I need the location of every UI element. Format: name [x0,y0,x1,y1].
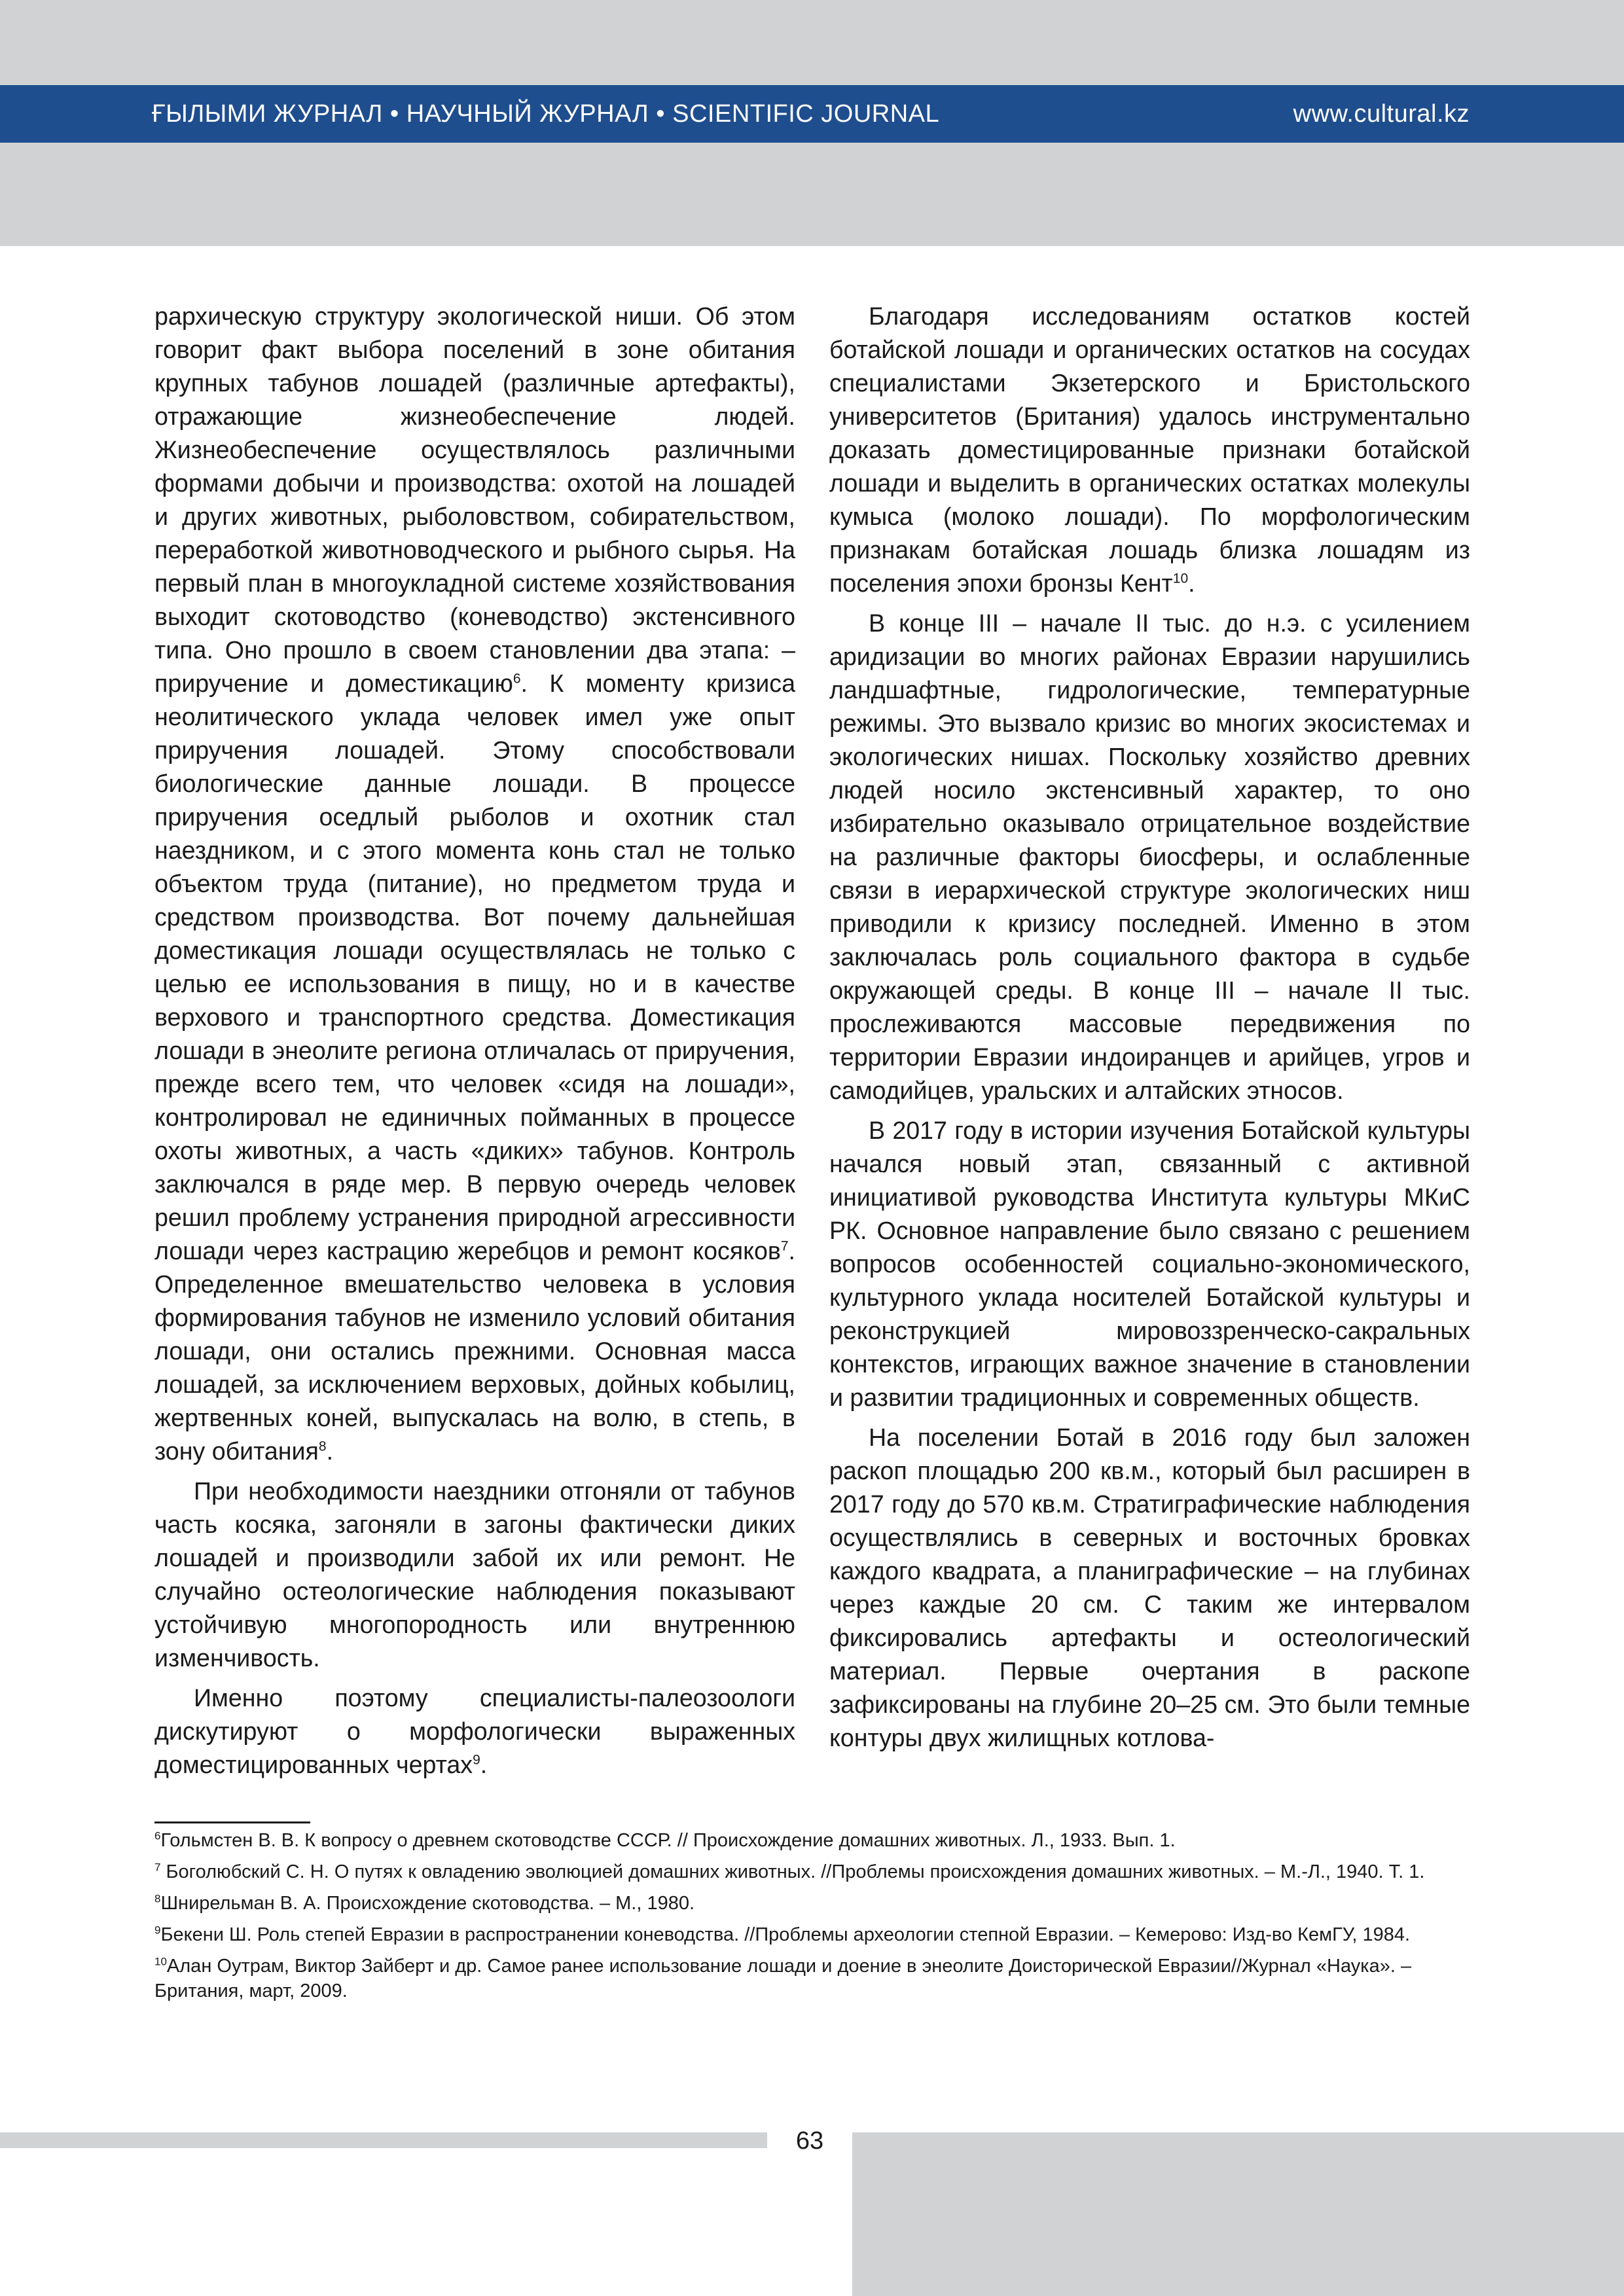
article-body [154,300,1470,1799]
right-column [829,300,1470,1799]
footnote: $^8$Шнирельман В. А. Происхождение скотоводства. – М., 1980. [154,1892,695,1914]
footnote-ref[interactable]: 6 [513,671,521,687]
paragraph: Именно поэтому специалисты-палеозоологи дискутируют о морфологически выраженных доместицированных чертах$^9$. [154,1684,795,1778]
footer-bar [0,2132,767,2148]
footnote-separator [154,1821,310,1823]
footnote: $^{10}$Алан Оутрам, Виктор Зайберт и др. Самое ранее использование лошади и доение в энеолите Доисторической Евразии//Журнал «Наука». – Британия, март, 2009. [154,1955,1412,2001]
left-column [154,300,795,1799]
footnote-ref[interactable]: 9 [473,1752,480,1768]
footnote: $^6$Гольмстен В. В. К вопросу о древнем скотоводстве СССР. // Происхождение домашних животных. Л., 1933. Вып. 1. [154,1829,1176,1851]
footnote-ref[interactable]: 10 [1172,571,1189,586]
paragraph: На поселении Ботай в 2016 году был заложен раскоп площадью 200 кв.м., который был расширен в 2017 году до 570 кв.м. Стратиграфические наблюдения осуществлялись в северных и восточных бровках каждого квадрата, а планиграфические – на глубинах через каждые 20 см. С таким же интервалом фиксировались артефакты и остеологический материал. Первые очертания в раскопе зафиксированы на глубине 20–25 см. Это были темные контуры двух жилищных котлова- [829,1424,1470,1751]
paragraph: рархическую структуру экологической ниши. Об этом говорит факт выбора поселений в зоне обитания крупных табунов лошадей (различные артефакты), отражающие жизнеобеспечение людей. Жизнеобеспечение осуществлялось различными формами добычи и производства: охотой на лошадей и других животных, рыболовством, собирательством, переработкой животноводческого и рыбного сырья. На первый план в многоукладной системе хозяйствования выходит скотоводство (коневодство) экстенсивного типа. Оно прошло в своем становлении два этапа: – приручение и доместикацию$^6$. К моменту кризиса неолитического уклада человек имел уже опыт приручения лошадей. Этому способствовали биологические данные лошади. В процессе приручения оседлый рыболов и охотник стал наездником, и с этого момента конь стал не только объектом труда (питание), но предметом труда и средством производства. Вот почему дальнейшая доместикация лошади осуществлялась не только с целью ее использования в пищу, но и в качестве верхового и транспортного средства. Доместикация лошади в энеолите региона отличалась от приручения, прежде всего тем, что человек «сидя на лошади», контролировал не единичных пойманных в процессе охоты животных, а часть «диких» табунов. Контроль заключался в ряде мер. В первую очередь человек решил проблему устранения природной агрессивности лошади через кастрацию жеребцов и ремонт косяков$^7$. Определенное вмешательство человека в условия формирования табунов не изменило условий обитания лошади, они остались прежними. Основная масса лошадей, за исключением верховых, дойных кобылиц, жертвенных коней, выпускалась на волю, в степь, в зону обитания$^8$. [154,302,795,1465]
footnote: $^9$Бекени Ш. Роль степей Евразии в распространении коневодства. //Проблемы археологии степной Евразии. – Кемерово: Изд-во КемГУ, 1984. [154,1924,1411,1945]
footnotes [154,1828,1470,2010]
paragraph: При необходимости наездники отгоняли от табунов часть косяка, загоняли в загоны фактически диких лошадей и производили забой их или ремонт. Не случайно остеологические наблюдения показывают устойчивую многопородность или внутреннюю изменчивость. [154,1477,795,1672]
journal-title: ҒЫЛЫМИ ЖУРНАЛ • НАУЧНЫЙ ЖУРНАЛ • SCIENTIFIC JOURNAL [152,99,940,128]
page-number: 63 [795,2127,824,2155]
website-link[interactable]: www.cultural.kz [1293,99,1470,128]
footnote: $^7$ Боголюбский С. Н. О путях к овладению эволюцией домашних животных. //Проблемы происхождения домашних животных. – М.-Л., 1940. Т. 1. [154,1861,1425,1882]
footnote-ref[interactable]: 8 [318,1439,327,1454]
footnote-ref[interactable]: 7 [780,1238,789,1254]
paragraph: Благодаря исследованиям остатков костей ботайской лошади и органических остатков на сосудах специалистами Экзетерского и Бристольского университетов (Британия) удалось инструментально доказать доместицированные признаки ботайской лошади и выделить в органических остатках молекулы кумыса (молоко лошади). По морфологическим признакам ботайская лошадь близка лошадям из поселения эпохи бронзы Кент$^{10}$. [829,302,1470,597]
journal-header [0,85,1624,143]
paragraph: В 2017 году в истории изучения Ботайской культуры начался новый этап, связанный с активной инициативой руководства Института культуры МКиС РК. Основное направление было связано с решением вопросов особенностей социально-экономического, культурного уклада носителей Ботайской культуры и реконструкцией мировоззренческо-сакральных контекстов, играющих важное значение в становлении и развитии традиционных и современных обществ. [829,1117,1470,1411]
paragraph: В конце III – начале II тыс. до н.э. с усилением аридизации во многих районах Евразии нарушились ландшафтные, гидрологические, температурные режимы. Это вызвало кризис во многих экосистемах и экологических нишах. Поскольку хозяйство древних людей носило экстенсивный характер, то оно избирательно оказывало отрицательное воздействие на различные факторы биосферы, и ослабленные связи в иерархической структуре экологических ниш приводили к кризису последней. Именно в этом заключалась роль социального фактора в судьбе окружающей среды. В конце III – начале II тыс. прослеживаются массовые передвижения по территории Евразии индоиранцев и арийцев, угров и самодийцев, уральских и алтайских этносов. [829,609,1470,1104]
footer-block [852,2132,1624,2296]
